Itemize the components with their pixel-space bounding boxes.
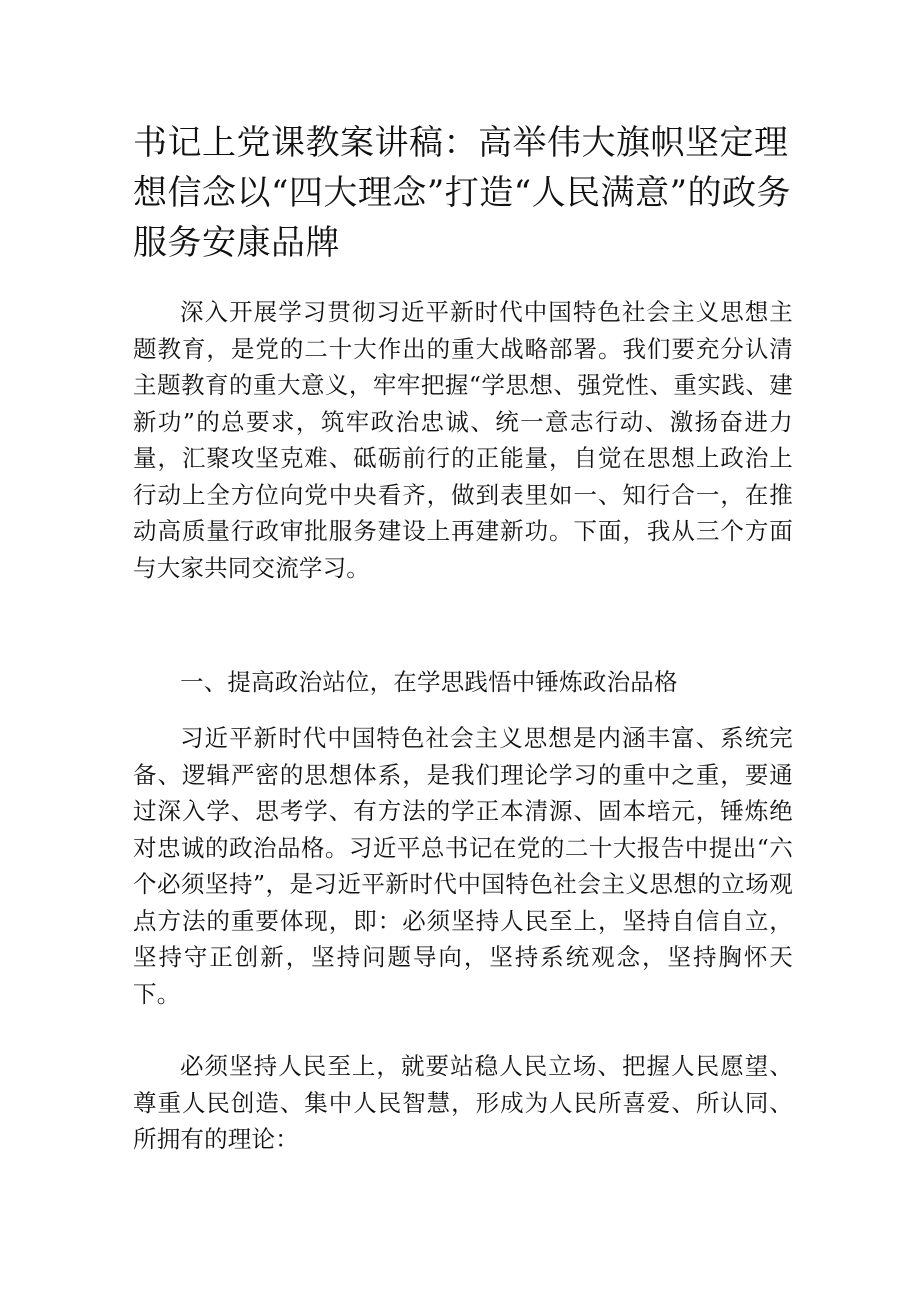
- intro-paragraph: 深入开展学习贯彻习近平新时代中国特色社会主义思想主题教育，是党的二十大作出的重大战略部署。我们要充分认清主题教育的重大意义，牢牢把握“学思想、强党性、重实践、建新功”的总要求，筑牢政治忠诚、统一意志行动、激扬奋进力量，汇聚攻坚克难、砥砺前行的正能量，自觉在思想上政治上行动上全方位向党中央看齐，做到表里如一、知行合一，在推动高质量行政审批服务建设上再建新功。下面，我从三个方面与大家共同交流学习。: [133, 298, 793, 582]
- body-paragraph: 习近平新时代中国特色社会主义思想是内涵丰富、系统完备、逻辑严密的思想体系，是我们理论学习的重中之重，要通过深入学、思考学、有方法的学正本清源、固本培元，锤炼绝对忠诚的政治品格。习近平总书记在党的二十大报告中提出“六个必须坚持”，是习近平新时代中国特色社会主义思想的立场观点方法的重要体现，即：必须坚持人民至上，坚持自信自立，坚持守正创新，坚持问题导向，坚持系统观念，坚持胸怀天下。: [133, 724, 793, 1008]
- body-paragraph: 必须坚持人民至上，就要站稳人民立场、把握人民愿望、尊重人民创造、集中人民智慧，形成为人民所喜爱、所认同、所拥有的理论：: [133, 1052, 793, 1153]
- section-heading: 一、提高政治站位，在学思践悟中锤炼政治品格: [180, 668, 678, 696]
- document-title: 书记上党课教案讲稿：高举伟大旗帜坚定理想信念以“四大理念”打造“人民满意”的政务服务安康品牌: [133, 123, 792, 263]
